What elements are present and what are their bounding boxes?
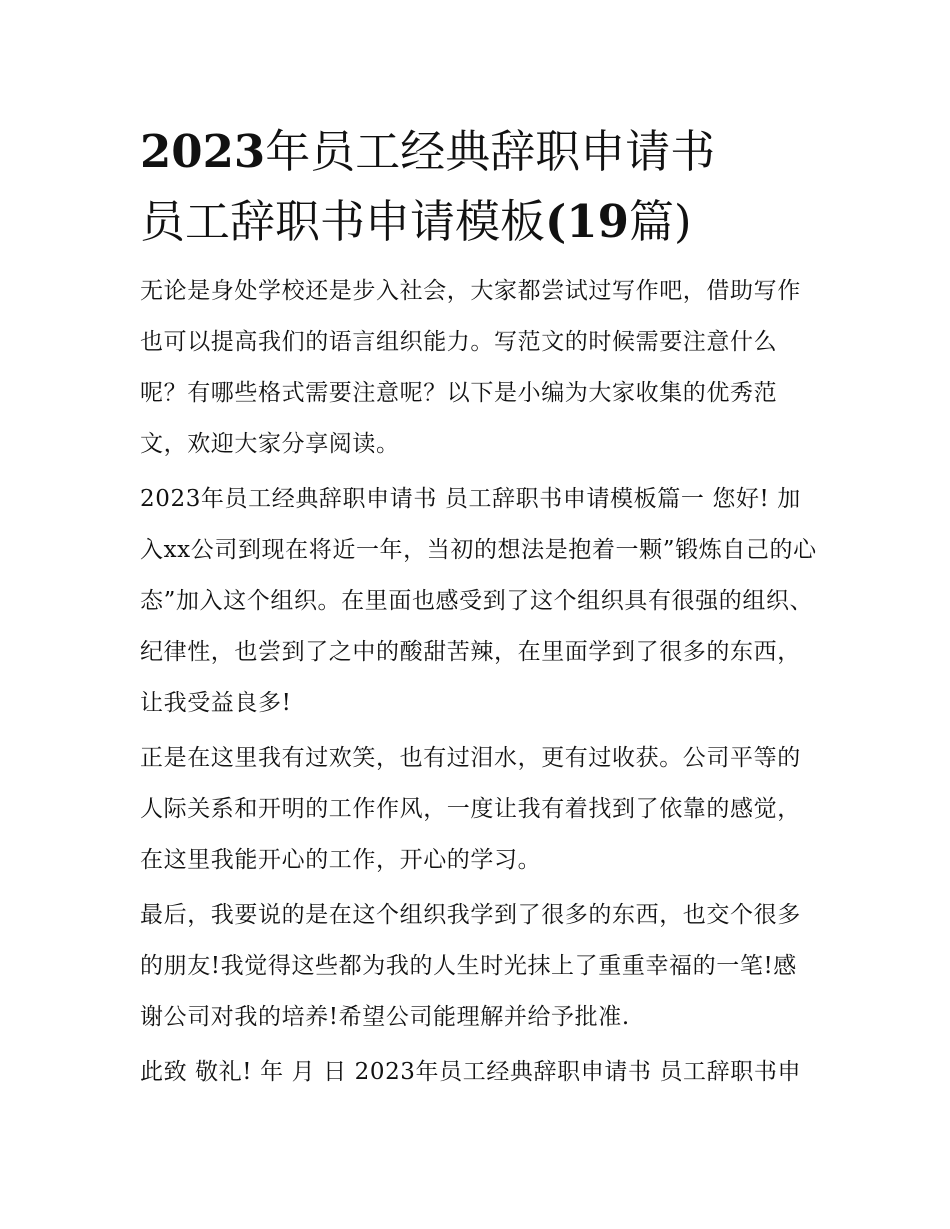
letter-opening-paragraph: 2023年员工经典辞职申请书 员工辞职书申请模板篇一 您好! 加入xx公司到现在将近一年，当初的想法是抱着一颗”锻炼自己的心态”加入这个组织。在里面也感受到了这个组织具有很强的组织、纪律性，也尝到了之中的酸甜苦辣，在里面学到了很多的东西，让我受益良多! <box>140 486 817 716</box>
title-year: 2023 <box>140 125 266 178</box>
letter-paragraph: 正是在这里我有过欢笑，也有过泪水，更有过收获。公司平等的人际关系和开明的工作作风，一度让我有着找到了依靠的感觉，在这里我能开心的工作，开心的学习。 <box>140 745 801 873</box>
title-line-2-main: 员工辞职书申请模板 <box>140 195 546 248</box>
intro-paragraph: 无论是身处学校还是步入社会，大家都尝试过写作吧，借助写作也可以提高我们的语言组织能力。写范文的时候需要注意什么呢？有哪些格式需要注意呢？以下是小编为大家收集的优秀范文，欢迎大家分享阅读。 <box>140 278 801 457</box>
title-line-1 <box>140 118 820 186</box>
title-line-2-suffix: 篇) <box>628 195 692 248</box>
title-count: (19 <box>545 195 629 248</box>
document-body <box>140 266 820 1098</box>
document-title <box>140 118 820 256</box>
title-line-1-text: 年员工经典辞职申请书 <box>265 125 716 178</box>
letter-paragraph: 最后，我要说的是在这个组织我学到了很多的东西，也交个很多的朋友!我觉得这些都为我的人生时光抹上了重重幸福的一笔!感谢公司对我的培养!希望公司能理解并给予批准. <box>140 902 801 1030</box>
title-line-2 <box>140 188 820 256</box>
document-page <box>140 118 820 1102</box>
letter-closing-paragraph: 此致 敬礼! 年 月 日 2023年员工经典辞职申请书 员工辞职书申 <box>140 1059 802 1085</box>
